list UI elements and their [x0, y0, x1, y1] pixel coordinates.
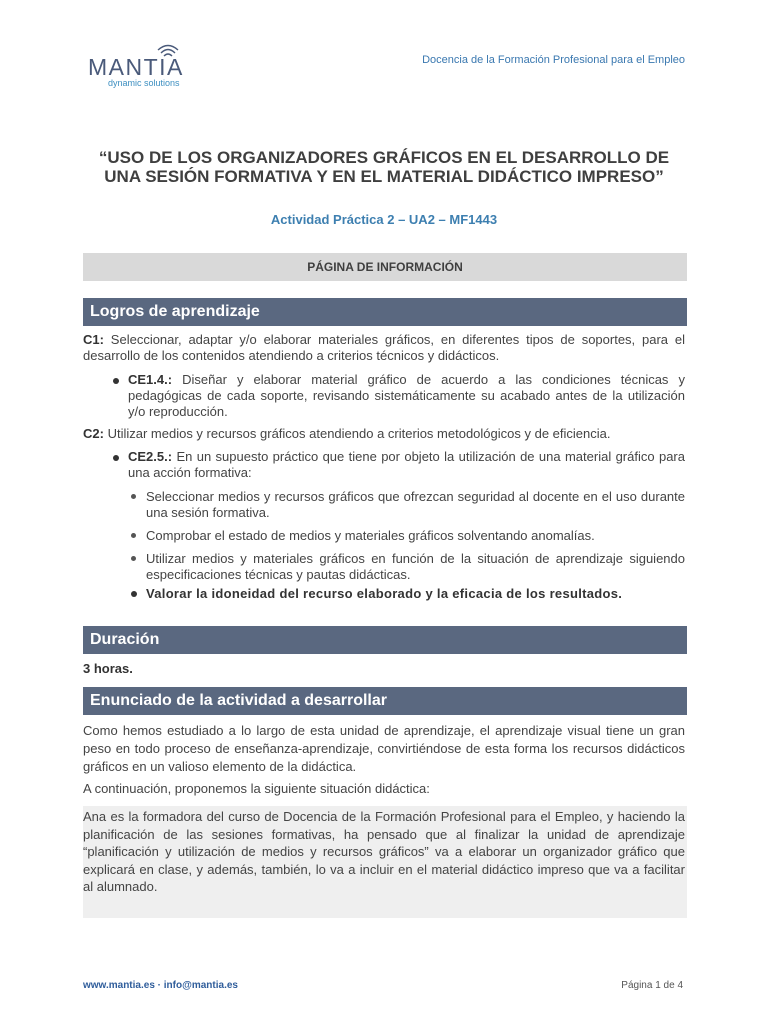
footer-page-number: Página 1 de 4: [621, 980, 683, 991]
logo-tagline: dynamic solutions: [108, 78, 180, 88]
bullet-icon: [131, 591, 137, 597]
document-title: “USO DE LOS ORGANIZADORES GRÁFICOS EN EL DESARROLLO DE UNA SESIÓN FORMATIVA Y EN EL MATERIAL DIDÁCTICO IMPRESO”: [98, 148, 670, 186]
scenario-text: Ana es la formadora del curso de Docencia de la Formación Profesional para el Empleo, y haciendo la planificación de las sesiones formativas, ha pensado que al finalizar la unidad de aprendizaje “planificación y utilización de medios y recursos gráficos” va a elaborar un organizador gráfico que explicará en clase, y además, también, lo va a incluir en el material didáctico impreso que va a facilitar al alumnado.: [83, 809, 685, 894]
header-course-title: Docencia de la Formación Profesional para el Empleo: [422, 54, 685, 66]
criterion-label: C1:: [83, 332, 104, 347]
sub-item-bold: Valorar la idoneidad del recurso elaborado y la eficacia de los resultados.: [146, 586, 623, 601]
criterion-label: CE2.5.:: [128, 449, 173, 464]
criterion-ce14: [128, 372, 685, 420]
section-title: Duración: [90, 631, 160, 648]
section-title: Logros de aprendizaje: [90, 303, 260, 320]
bullet-icon: [131, 556, 136, 561]
criterion-ce25: [128, 449, 685, 481]
bullet-icon: [131, 533, 136, 538]
document-subtitle: Actividad Práctica 2 – UA2 – MF1443: [270, 212, 498, 227]
info-banner: PÁGINA DE INFORMACIÓN: [83, 253, 687, 281]
criterion-text: Utilizar medios y recursos gráficos atendiendo a criterios metodológicos y de eficiencia.: [107, 426, 611, 441]
bullet-icon: [131, 494, 136, 499]
mantia-logo: [88, 44, 198, 88]
criterion-text: Diseñar y elaborar material gráfico de acuerdo a las condiciones técnicas y pedagógicas de cada soporte, revisando sistemáticamente su acabado antes de la utilización y/o reproducción.: [128, 372, 685, 419]
criterion-label: CE1.4.:: [128, 372, 173, 387]
section-header-duracion: [83, 626, 687, 654]
bullet-icon: [113, 455, 119, 461]
sub-item: Comprobar el estado de medios y materiales gráficos solventando anomalías.: [146, 528, 595, 543]
criterion-text: En un supuesto práctico que tiene por objeto la utilización de una material gráfico para una acción formativa:: [128, 449, 685, 480]
sub-item: Seleccionar medios y recursos gráficos que ofrezcan seguridad al docente en el uso durante una sesión formativa.: [146, 489, 685, 520]
criterion-c1: [83, 332, 685, 364]
section-title: Enunciado de la actividad a desarrollar: [90, 692, 387, 709]
duration-value: 3 horas.: [83, 661, 133, 676]
section-header-enunciado: [83, 687, 687, 715]
section-header-logros: [83, 298, 687, 326]
criterion-label: C2:: [83, 426, 104, 441]
bullet-icon: [113, 378, 119, 384]
footer-contact: www.mantia.es · info@mantia.es: [83, 980, 238, 991]
criterion-c2: [83, 426, 685, 442]
criterion-text: Seleccionar, adaptar y/o elaborar materiales gráficos, en diferentes tipos de soportes, para el desarrollo de los contenidos atendiendo a criterios técnicos y didácticos.: [83, 332, 685, 363]
paragraph: Como hemos estudiado a lo largo de esta unidad de aprendizaje, el aprendizaje visual tiene un gran peso en todo proceso de enseñanza-aprendizaje, convirtiéndose de esta forma los recursos didácticos gráficos en un valioso elemento de la didáctica.: [83, 723, 685, 774]
paragraph: A continuación, proponemos la siguiente situación didáctica:: [83, 781, 430, 796]
logo-wordmark: MANTIA: [88, 54, 184, 80]
sub-item: Utilizar medios y materiales gráficos en función de la situación de aprendizaje siguiendo especificaciones técnicas y pautas didácticas.: [146, 551, 685, 582]
